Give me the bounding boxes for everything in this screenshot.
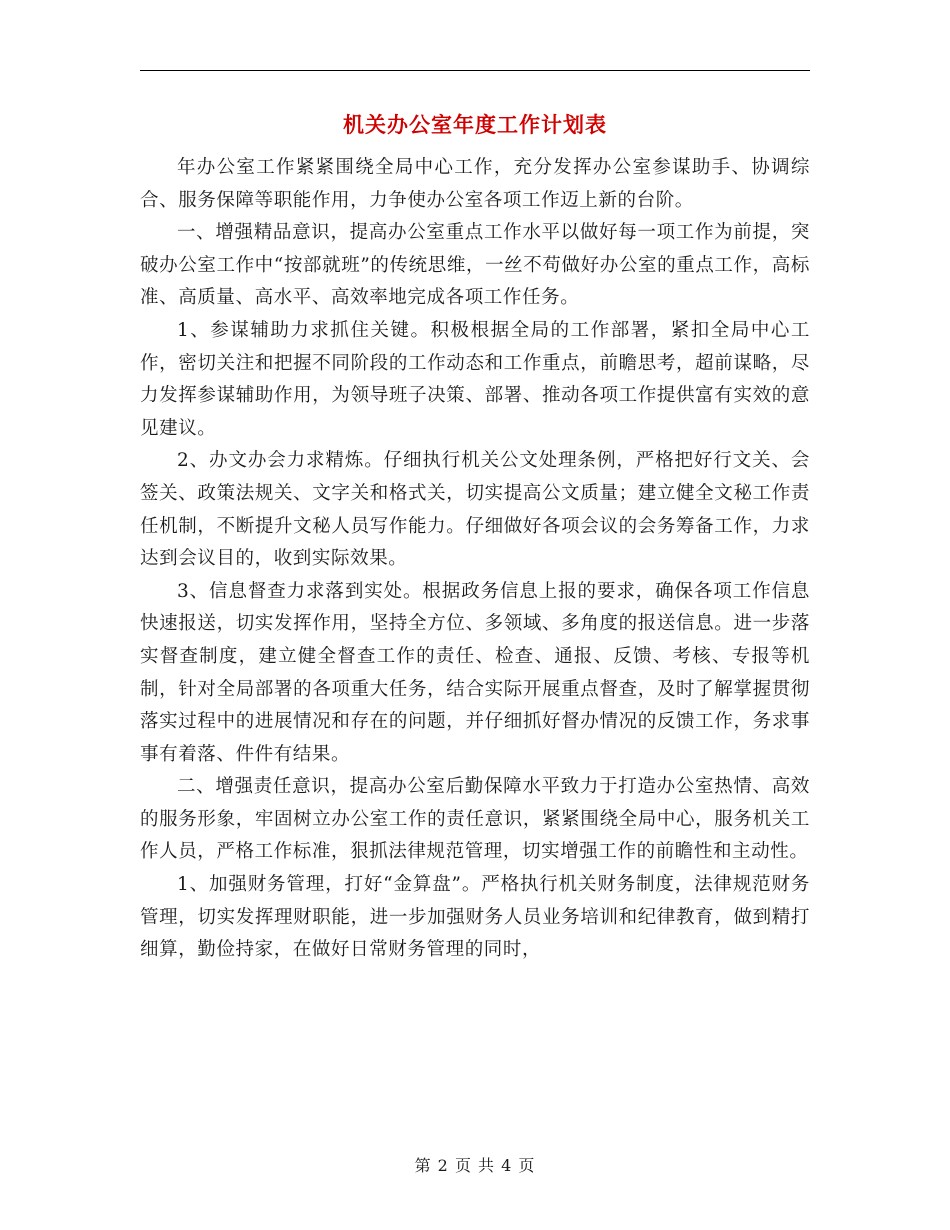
paragraph-section-1: 一、增强精品意识，提高办公室重点工作水平以做好每一项工作为前提，突破办公室工作中“按部就班”的传统思维，一丝不苟做好办公室的重点工作，高标准、高质量、高水平、高效率地完成各项工作任务。 — [140, 222, 810, 309]
paragraph-section-2: 二、增强责任意识，提高办公室后勤保障水平致力于打造办公室热情、高效的服务形象，牢固树立办公室工作的责任意识，紧紧围绕全局中心，服务机关工作人员，严格工作标准，狠抓法律规范管理，切实增强工作的前瞻性和主动性。 — [140, 776, 810, 863]
paragraph-section-1-item-1: 1、参谋辅助力求抓住关键。积极根据全局的工作部署，紧扣全局中心工作，密切关注和把握不同阶段的工作动态和工作重点，前瞻思考，超前谋略，尽力发挥参谋辅助作用，为领导班子决策、部署、推动各项工作提供富有实效的意见建议。 — [140, 319, 810, 439]
document-title: 机关办公室年度工作计划表 — [343, 112, 607, 137]
paragraph-intro: 年办公室工作紧紧围绕全局中心工作，充分发挥办公室参谋助手、协调综合、服务保障等职能作用，力争使办公室各项工作迈上新的台阶。 — [140, 157, 810, 211]
page-number-footer: 第 2 页 共 4 页 — [414, 1156, 536, 1175]
header-rule — [140, 70, 810, 71]
paragraph-section-1-item-3: 3、信息督查力求落到实处。根据政务信息上报的要求，确保各项工作信息快速报送，切实发挥作用，坚持全方位、多领域、多角度的报送信息。进一步落实督查制度，建立健全督查工作的责任、检查、通报、反馈、考核、专报等机制，针对全局部署的各项重大任务，结合实际开展重点督查，及时了解掌握贯彻落实过程中的进展情况和存在的问题，并仔细抓好督办情况的反馈工作，务求事事有着落、件件有结果。 — [140, 580, 810, 765]
paragraph-section-2-item-1: 1、加强财务管理，打好“金算盘”。严格执行机关财务制度，法律规范财务管理，切实发挥理财职能，进一步加强财务人员业务培训和纪律教育，做到精打细算，勤俭持家，在做好日常财务管理的同时， — [140, 874, 810, 961]
document-body — [140, 152, 810, 967]
paragraph-section-1-item-2: 2、办文办会力求精炼。仔细执行机关公文处理条例，严格把好行文关、会签关、政策法规关、文字关和格式关，切实提高公文质量；建立健全文秘工作责任机制，不断提升文秘人员写作能力。仔细做好各项会议的会务筹备工作，力求达到会议目的，收到实际效果。 — [140, 450, 810, 570]
